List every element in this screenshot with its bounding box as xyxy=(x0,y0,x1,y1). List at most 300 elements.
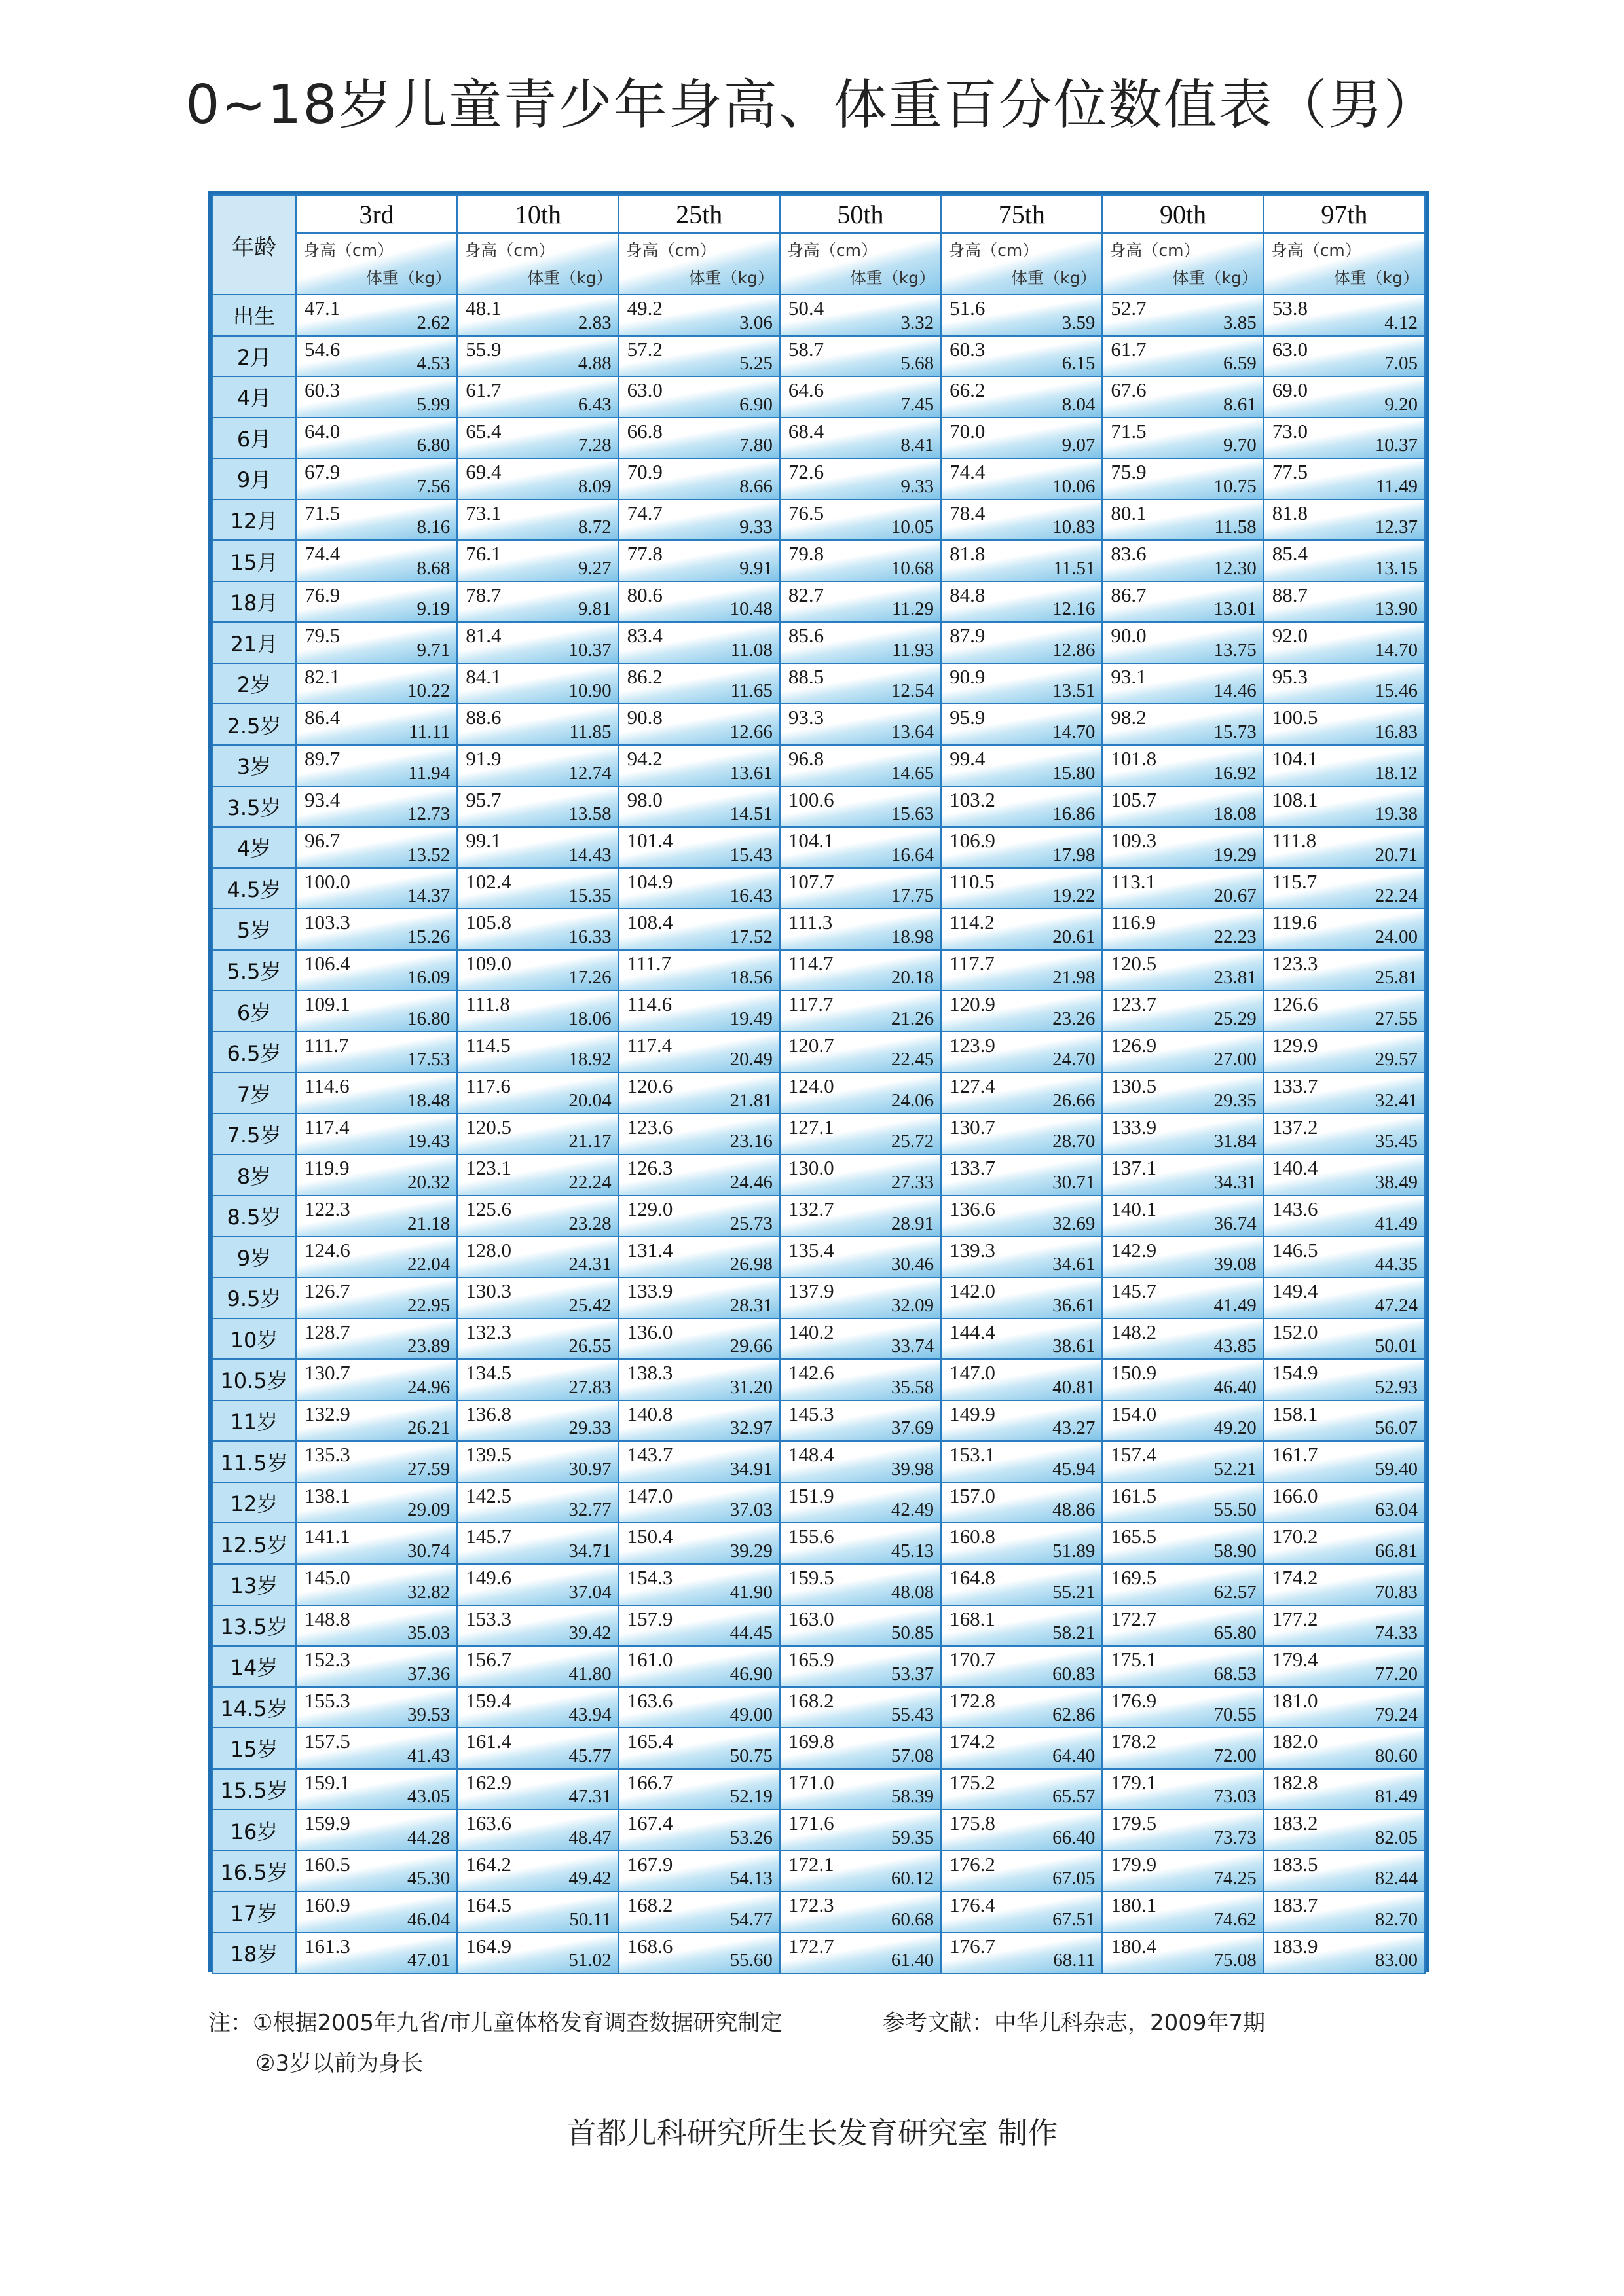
height-value: 78.4 xyxy=(950,501,986,524)
value-cell xyxy=(457,418,618,459)
height-value: 109.0 xyxy=(466,951,512,975)
age-cell: 11岁 xyxy=(212,1400,296,1442)
weight-value: 21.81 xyxy=(729,1089,773,1111)
height-value: 166.7 xyxy=(627,1770,673,1794)
weight-value: 23.16 xyxy=(729,1131,773,1152)
height-value: 73.0 xyxy=(1272,419,1308,443)
height-value: 79.8 xyxy=(788,542,824,566)
height-value: 143.6 xyxy=(1272,1197,1318,1221)
height-value: 149.6 xyxy=(466,1565,512,1589)
height-value: 168.1 xyxy=(950,1607,995,1630)
value-cell xyxy=(1102,1319,1263,1360)
height-value: 154.3 xyxy=(627,1565,673,1589)
value-cell xyxy=(1102,1810,1263,1851)
height-value: 123.1 xyxy=(466,1156,512,1180)
height-value: 175.8 xyxy=(950,1812,995,1835)
value-cell xyxy=(1102,1032,1263,1073)
weight-label: 体重（kg） xyxy=(527,268,613,287)
height-value: 69.0 xyxy=(1272,378,1308,402)
value-cell xyxy=(941,500,1102,541)
weight-value: 11.08 xyxy=(730,639,773,661)
value-cell xyxy=(296,500,457,541)
value-cell xyxy=(619,1154,780,1195)
weight-value: 2.62 xyxy=(416,312,451,333)
value-cell xyxy=(457,1564,618,1605)
age-cell: 16.5岁 xyxy=(212,1851,296,1892)
height-value: 111.3 xyxy=(788,911,833,934)
value-cell xyxy=(296,1114,457,1155)
age-cell: 12.5岁 xyxy=(212,1523,296,1564)
value-cell xyxy=(1264,581,1425,623)
table-row xyxy=(212,1195,1425,1237)
height-value: 81.4 xyxy=(466,624,502,647)
weight-value: 7.45 xyxy=(900,393,934,415)
height-value: 94.2 xyxy=(627,747,663,771)
weight-value: 33.74 xyxy=(891,1336,934,1357)
height-label: 身高（cm） xyxy=(464,241,555,260)
height-value: 102.4 xyxy=(466,869,512,893)
height-value: 141.1 xyxy=(304,1525,350,1548)
weight-value: 31.84 xyxy=(1213,1131,1257,1152)
value-cell xyxy=(1102,909,1263,950)
age-cell: 21月 xyxy=(212,622,296,663)
value-cell xyxy=(296,458,457,500)
height-value: 61.7 xyxy=(1111,337,1147,361)
height-value: 109.1 xyxy=(304,993,350,1016)
weight-value: 41.49 xyxy=(1375,1212,1418,1234)
value-cell xyxy=(1102,418,1263,459)
value-cell xyxy=(1264,991,1425,1032)
value-cell xyxy=(457,1482,618,1523)
value-cell xyxy=(457,1441,618,1482)
value-cell xyxy=(780,622,941,663)
height-value: 180.1 xyxy=(1111,1893,1157,1917)
height-label: 身高（cm） xyxy=(948,241,1039,260)
weight-value: 36.74 xyxy=(1213,1212,1257,1234)
value-cell xyxy=(780,1769,941,1810)
weight-value: 15.73 xyxy=(1213,721,1257,743)
age-cell: 10.5岁 xyxy=(212,1359,296,1400)
value-cell xyxy=(941,704,1102,745)
value-cell xyxy=(1264,1851,1425,1892)
weight-value: 65.80 xyxy=(1213,1622,1257,1644)
weight-value: 25.72 xyxy=(891,1131,934,1152)
value-cell xyxy=(1102,1523,1263,1564)
height-value: 160.5 xyxy=(304,1852,350,1876)
height-value: 123.6 xyxy=(627,1115,673,1139)
table-row xyxy=(212,500,1425,541)
height-value: 170.7 xyxy=(950,1648,995,1671)
weight-value: 48.08 xyxy=(891,1581,934,1603)
height-value: 104.1 xyxy=(788,829,834,852)
table-row xyxy=(212,418,1425,459)
height-value: 103.2 xyxy=(950,788,995,811)
weight-value: 41.80 xyxy=(568,1663,612,1685)
value-cell xyxy=(941,1769,1102,1810)
weight-value: 15.63 xyxy=(891,803,934,825)
value-cell xyxy=(457,745,618,786)
weight-value: 22.95 xyxy=(407,1294,451,1316)
weight-value: 6.80 xyxy=(416,435,451,456)
value-cell xyxy=(780,1605,941,1647)
value-cell xyxy=(780,1277,941,1319)
weight-value: 7.28 xyxy=(578,435,612,456)
value-cell xyxy=(780,1687,941,1728)
value-cell xyxy=(296,418,457,459)
weight-value: 15.26 xyxy=(407,926,451,947)
weight-value: 8.41 xyxy=(900,435,934,456)
height-value: 111.7 xyxy=(627,951,672,975)
page-title: 0~18岁儿童青少年身高、体重百分位数值表（男） xyxy=(185,74,1439,136)
value-cell xyxy=(457,950,618,991)
height-value: 110.5 xyxy=(950,869,995,893)
height-value: 126.6 xyxy=(1272,993,1318,1016)
value-cell xyxy=(296,1646,457,1687)
table-body xyxy=(212,295,1425,1973)
height-value: 163.0 xyxy=(788,1607,834,1630)
percentile-header: 50th xyxy=(780,195,941,233)
value-cell xyxy=(296,663,457,704)
value-cell xyxy=(780,1032,941,1073)
height-value: 142.0 xyxy=(950,1279,995,1303)
table-row xyxy=(212,1154,1425,1195)
height-value: 74.4 xyxy=(304,542,341,566)
table-row xyxy=(212,581,1425,623)
weight-value: 58.90 xyxy=(1213,1540,1257,1561)
weight-value: 10.48 xyxy=(729,598,773,620)
height-value: 152.0 xyxy=(1272,1320,1318,1343)
height-value: 57.2 xyxy=(627,337,663,361)
value-cell xyxy=(941,991,1102,1032)
weight-value: 17.98 xyxy=(1052,844,1096,866)
height-value: 117.4 xyxy=(304,1115,350,1139)
height-value: 120.5 xyxy=(1111,951,1157,975)
weight-value: 10.75 xyxy=(1213,475,1257,497)
value-cell xyxy=(1264,622,1425,663)
value-cell xyxy=(1264,950,1425,991)
value-cell xyxy=(941,1851,1102,1892)
age-cell: 18岁 xyxy=(212,1933,296,1974)
weight-value: 49.00 xyxy=(729,1704,773,1726)
value-cell xyxy=(1102,1769,1263,1810)
weight-value: 43.85 xyxy=(1213,1336,1257,1357)
weight-value: 38.61 xyxy=(1052,1336,1096,1357)
value-cell xyxy=(457,1769,618,1810)
table-row xyxy=(212,540,1425,581)
height-value: 126.9 xyxy=(1111,1033,1157,1057)
value-cell xyxy=(780,663,941,704)
height-value: 164.8 xyxy=(950,1565,995,1589)
table-row xyxy=(212,1237,1425,1278)
weight-value: 29.33 xyxy=(568,1417,612,1439)
weight-value: 29.09 xyxy=(407,1499,451,1521)
height-value: 96.8 xyxy=(788,747,824,771)
value-cell xyxy=(780,1195,941,1237)
height-value: 146.5 xyxy=(1272,1238,1318,1262)
value-cell xyxy=(296,1564,457,1605)
height-value: 66.2 xyxy=(950,378,986,402)
height-value: 61.7 xyxy=(466,378,502,402)
table-row xyxy=(212,909,1425,950)
value-cell xyxy=(1264,1605,1425,1647)
height-value: 144.4 xyxy=(950,1320,995,1343)
weight-value: 43.94 xyxy=(568,1704,612,1726)
height-value: 168.2 xyxy=(788,1688,834,1712)
value-cell xyxy=(780,1400,941,1442)
weight-label: 体重（kg） xyxy=(1172,268,1258,287)
height-value: 117.7 xyxy=(788,993,834,1016)
value-cell xyxy=(1102,1441,1263,1482)
age-cell: 12月 xyxy=(212,500,296,541)
weight-value: 9.33 xyxy=(900,475,934,497)
weight-value: 9.20 xyxy=(1384,393,1418,415)
weight-value: 41.49 xyxy=(1213,1294,1257,1316)
height-value: 77.8 xyxy=(627,542,663,566)
height-value: 138.3 xyxy=(627,1361,673,1385)
height-value: 76.9 xyxy=(304,583,341,606)
value-cell xyxy=(780,868,941,909)
value-cell xyxy=(1264,1769,1425,1810)
table-row xyxy=(212,1482,1425,1523)
height-value: 119.9 xyxy=(304,1156,350,1180)
height-value: 55.9 xyxy=(466,337,502,361)
value-cell xyxy=(941,1319,1102,1360)
value-cell xyxy=(296,1359,457,1400)
height-value: 101.4 xyxy=(627,829,673,852)
weight-value: 60.83 xyxy=(1052,1663,1096,1685)
height-value: 172.1 xyxy=(788,1852,834,1876)
height-value: 176.2 xyxy=(950,1852,995,1876)
height-value: 165.4 xyxy=(627,1730,673,1753)
weight-value: 59.35 xyxy=(891,1827,934,1848)
value-cell xyxy=(780,540,941,581)
height-value: 76.5 xyxy=(788,501,824,524)
value-cell xyxy=(457,827,618,868)
age-cell: 4月 xyxy=(212,376,296,418)
weight-value: 74.25 xyxy=(1213,1868,1257,1889)
value-cell xyxy=(1264,1359,1425,1400)
weight-value: 22.23 xyxy=(1213,926,1257,947)
height-value: 169.8 xyxy=(788,1730,834,1753)
weight-value: 18.08 xyxy=(1213,803,1257,825)
height-value: 54.6 xyxy=(304,337,341,361)
weight-value: 43.05 xyxy=(407,1786,451,1808)
height-value: 156.7 xyxy=(466,1648,512,1671)
value-cell xyxy=(457,336,618,377)
height-value: 109.3 xyxy=(1111,829,1157,852)
height-value: 122.3 xyxy=(304,1197,350,1221)
age-cell: 3.5岁 xyxy=(212,786,296,828)
value-cell xyxy=(941,540,1102,581)
value-cell xyxy=(1102,1933,1263,1974)
value-cell xyxy=(296,991,457,1032)
value-cell xyxy=(780,376,941,418)
value-cell xyxy=(941,1891,1102,1933)
height-value: 100.5 xyxy=(1272,706,1318,729)
weight-value: 58.21 xyxy=(1052,1622,1096,1644)
height-label: 身高（cm） xyxy=(625,241,716,260)
height-value: 147.0 xyxy=(950,1361,995,1385)
weight-value: 5.25 xyxy=(739,353,773,374)
value-cell xyxy=(457,1195,618,1237)
value-cell xyxy=(457,868,618,909)
value-cell xyxy=(457,295,618,336)
value-cell xyxy=(1102,500,1263,541)
weight-value: 11.85 xyxy=(569,721,612,743)
height-value: 120.7 xyxy=(788,1033,834,1057)
weight-value: 82.05 xyxy=(1375,1827,1418,1848)
value-cell xyxy=(1264,376,1425,418)
weight-value: 27.83 xyxy=(568,1376,612,1398)
height-value: 159.9 xyxy=(304,1812,350,1835)
height-value: 136.0 xyxy=(627,1320,673,1343)
height-value: 160.8 xyxy=(950,1525,995,1548)
height-value: 80.6 xyxy=(627,583,663,606)
height-value: 67.6 xyxy=(1111,378,1147,402)
height-value: 171.6 xyxy=(788,1812,834,1835)
value-cell xyxy=(619,991,780,1032)
weight-value: 21.26 xyxy=(891,1008,934,1029)
table-row xyxy=(212,1810,1425,1851)
value-cell xyxy=(780,581,941,623)
table-row xyxy=(212,663,1425,704)
height-value: 95.7 xyxy=(466,788,502,811)
weight-value: 4.88 xyxy=(578,353,612,374)
value-cell xyxy=(941,1728,1102,1769)
value-cell xyxy=(457,1400,618,1442)
weight-value: 16.83 xyxy=(1375,721,1418,743)
weight-value: 47.31 xyxy=(568,1786,612,1808)
height-value: 183.5 xyxy=(1272,1852,1318,1876)
height-value: 177.2 xyxy=(1272,1607,1318,1630)
weight-value: 55.21 xyxy=(1052,1581,1096,1603)
value-cell xyxy=(1264,868,1425,909)
height-value: 172.3 xyxy=(788,1893,834,1917)
height-value: 148.4 xyxy=(788,1443,834,1467)
value-cell xyxy=(1102,868,1263,909)
height-value: 111.7 xyxy=(304,1033,349,1057)
value-cell xyxy=(1102,1400,1263,1442)
value-cell xyxy=(619,1237,780,1278)
weight-label: 体重（kg） xyxy=(849,268,936,287)
height-value: 86.7 xyxy=(1111,583,1147,606)
weight-value: 10.68 xyxy=(891,557,934,579)
age-cell: 15月 xyxy=(212,540,296,581)
weight-value: 13.15 xyxy=(1375,557,1418,579)
weight-value: 27.59 xyxy=(407,1458,451,1480)
value-cell xyxy=(457,1154,618,1195)
weight-value: 46.40 xyxy=(1213,1376,1257,1398)
table-row xyxy=(212,1687,1425,1728)
height-value: 104.1 xyxy=(1272,747,1318,771)
weight-value: 31.20 xyxy=(729,1376,773,1398)
weight-value: 19.38 xyxy=(1375,803,1418,825)
age-cell: 2岁 xyxy=(212,663,296,704)
value-cell xyxy=(619,1195,780,1237)
height-value: 119.6 xyxy=(1272,911,1318,934)
percentile-grid xyxy=(212,194,1426,1974)
table-row xyxy=(212,295,1425,336)
weight-value: 20.32 xyxy=(407,1172,451,1194)
weight-value: 12.74 xyxy=(568,762,612,784)
age-cell: 5.5岁 xyxy=(212,950,296,991)
height-value: 126.7 xyxy=(304,1279,350,1303)
value-cell xyxy=(780,1319,941,1360)
weight-value: 25.42 xyxy=(568,1294,612,1316)
height-value: 176.9 xyxy=(1111,1688,1157,1712)
value-cell xyxy=(619,540,780,581)
height-value: 165.5 xyxy=(1111,1525,1157,1548)
weight-value: 20.04 xyxy=(568,1089,612,1111)
height-value: 77.5 xyxy=(1272,460,1308,484)
value-cell xyxy=(1102,827,1263,868)
value-cell xyxy=(1102,376,1263,418)
height-value: 108.4 xyxy=(627,911,673,934)
height-value: 90.0 xyxy=(1111,624,1147,647)
value-cell xyxy=(619,1728,780,1769)
weight-value: 66.40 xyxy=(1052,1827,1096,1848)
height-value: 132.7 xyxy=(788,1197,834,1221)
height-value: 64.0 xyxy=(304,419,341,443)
table-row xyxy=(212,1891,1425,1933)
height-value: 179.1 xyxy=(1111,1770,1157,1794)
weight-value: 17.52 xyxy=(729,926,773,947)
weight-value: 14.65 xyxy=(891,762,934,784)
height-value: 140.4 xyxy=(1272,1156,1318,1180)
value-cell xyxy=(941,909,1102,950)
weight-value: 62.57 xyxy=(1213,1581,1257,1603)
weight-value: 8.04 xyxy=(1061,393,1096,415)
height-value: 130.5 xyxy=(1111,1074,1157,1098)
weight-value: 13.61 xyxy=(729,762,773,784)
weight-value: 70.55 xyxy=(1213,1704,1257,1726)
weight-value: 24.00 xyxy=(1375,926,1418,947)
weight-value: 12.86 xyxy=(1052,639,1096,661)
weight-value: 27.55 xyxy=(1375,1008,1418,1029)
value-cell xyxy=(941,745,1102,786)
value-cell xyxy=(457,1072,618,1114)
weight-value: 39.53 xyxy=(407,1704,451,1726)
weight-value: 29.35 xyxy=(1213,1089,1257,1111)
height-value: 159.5 xyxy=(788,1565,834,1589)
height-value: 126.3 xyxy=(627,1156,673,1180)
value-cell xyxy=(780,1933,941,1974)
value-cell xyxy=(457,704,618,745)
weight-value: 82.44 xyxy=(1375,1868,1418,1889)
height-value: 86.4 xyxy=(304,706,341,729)
weight-value: 16.86 xyxy=(1052,803,1096,825)
age-cell: 17岁 xyxy=(212,1891,296,1933)
value-cell xyxy=(457,1277,618,1319)
weight-label: 体重（kg） xyxy=(1333,268,1419,287)
height-value: 161.5 xyxy=(1111,1484,1157,1507)
height-value: 114.2 xyxy=(950,911,995,934)
percentile-header: 90th xyxy=(1102,195,1263,233)
value-cell xyxy=(619,418,780,459)
weight-value: 52.21 xyxy=(1213,1458,1257,1480)
height-value: 69.4 xyxy=(466,460,502,484)
height-value: 106.9 xyxy=(950,829,995,852)
value-cell xyxy=(457,581,618,623)
value-cell xyxy=(1102,1195,1263,1237)
height-value: 172.8 xyxy=(950,1688,995,1712)
height-value: 168.2 xyxy=(627,1893,673,1917)
weight-value: 5.99 xyxy=(416,393,451,415)
height-value: 182.0 xyxy=(1272,1730,1318,1753)
weight-value: 14.37 xyxy=(407,885,451,907)
value-cell xyxy=(296,704,457,745)
weight-value: 6.43 xyxy=(578,393,612,415)
